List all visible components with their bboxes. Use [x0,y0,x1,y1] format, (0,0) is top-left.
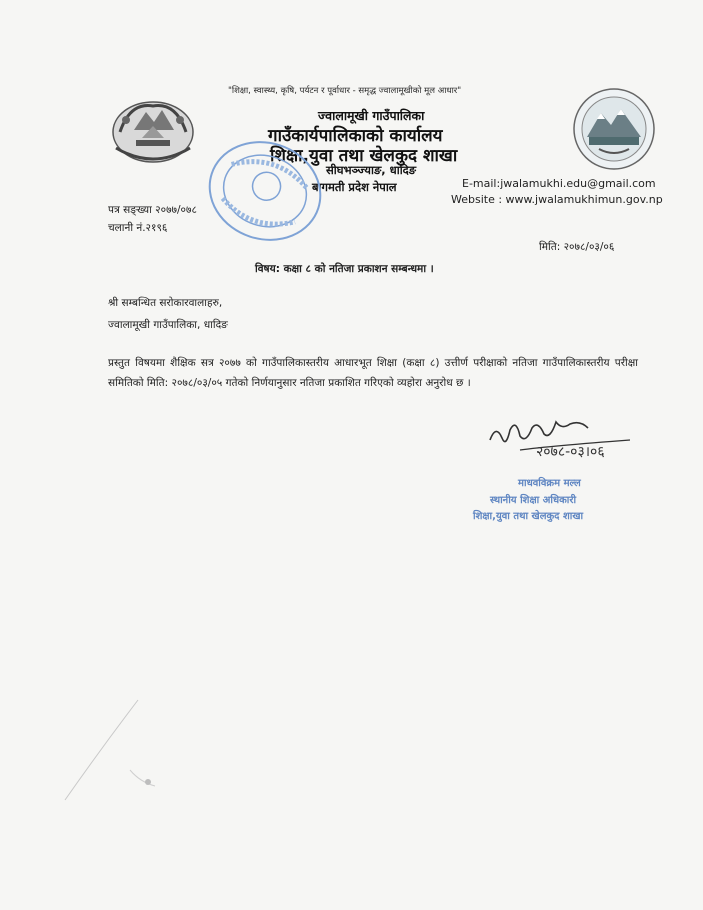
letter-subject: विषय: कक्षा ८ को नतिजा प्रकाशन सम्बन्धमा । [255,263,434,275]
addressee-line-2: ज्वालामूखी गाउँपालिका, धादिङ [108,319,228,331]
website: Website : www.jwalamukhimun.gov.np [451,193,663,206]
dispatch-number: चलानी नं.२१९६ [108,222,168,234]
reference-number: पत्र सङ्ख्या २०७७/०७८ [108,204,197,216]
signatory-name: माधवविक्रम मल्ल [518,478,581,489]
nepal-emblem-icon [106,88,200,168]
location: सीघभञ्ज्याङ, धादिङ [326,163,417,177]
handwritten-signature [480,410,640,470]
letter-date: मिति: २०७८/०३/०६ [539,241,615,253]
office-name: गाउँकार्यपालिकाको कार्यालय [268,126,443,146]
motto: "शिक्षा, स्वास्थ्य, कृषि, पर्यटन र पूर्वाधार - समृद्ध ज्वालामूखीको मूल आधार" [228,86,462,96]
scan-scuff [60,690,180,810]
letter-body: प्रस्तुत विषयमा शैक्षिक सत्र २०७७ को गाउँपालिकास्तरीय आधारभूत शिक्षा (कक्षा ८) उत्तीर्ण परीक्षाको नतिजा गाउँपालिकास्तरीय परीक्षा समितिको मिति: २०७८/०३/०५ गतेको निर्णयानुसार नतिजा प्रकाशित गरिएको व्यहोरा अनुरोध छ । [108,357,638,389]
municipality-name: ज्वालामूखी गाउँपालिका [318,108,425,123]
email: E-mail:jwalamukhi.edu@gmail.com [462,177,656,190]
signatory-title: स्थानीय शिक्षा अधिकारी [490,495,577,506]
signature-date: २०७८-०३।०६ [536,444,605,460]
addressee-line-1: श्री सम्बन्धित सरोकारवालाहरु, [108,297,223,309]
province: बागमती प्रदेश नेपाल [312,180,397,194]
office-stamp-icon [205,136,325,246]
municipality-logo-icon [569,87,659,171]
signatory-branch: शिक्षा,युवा तथा खेलकुद शाखा [473,511,584,522]
branch-name: शिक्षा,युवा तथा खेलकुद शाखा [270,146,458,166]
